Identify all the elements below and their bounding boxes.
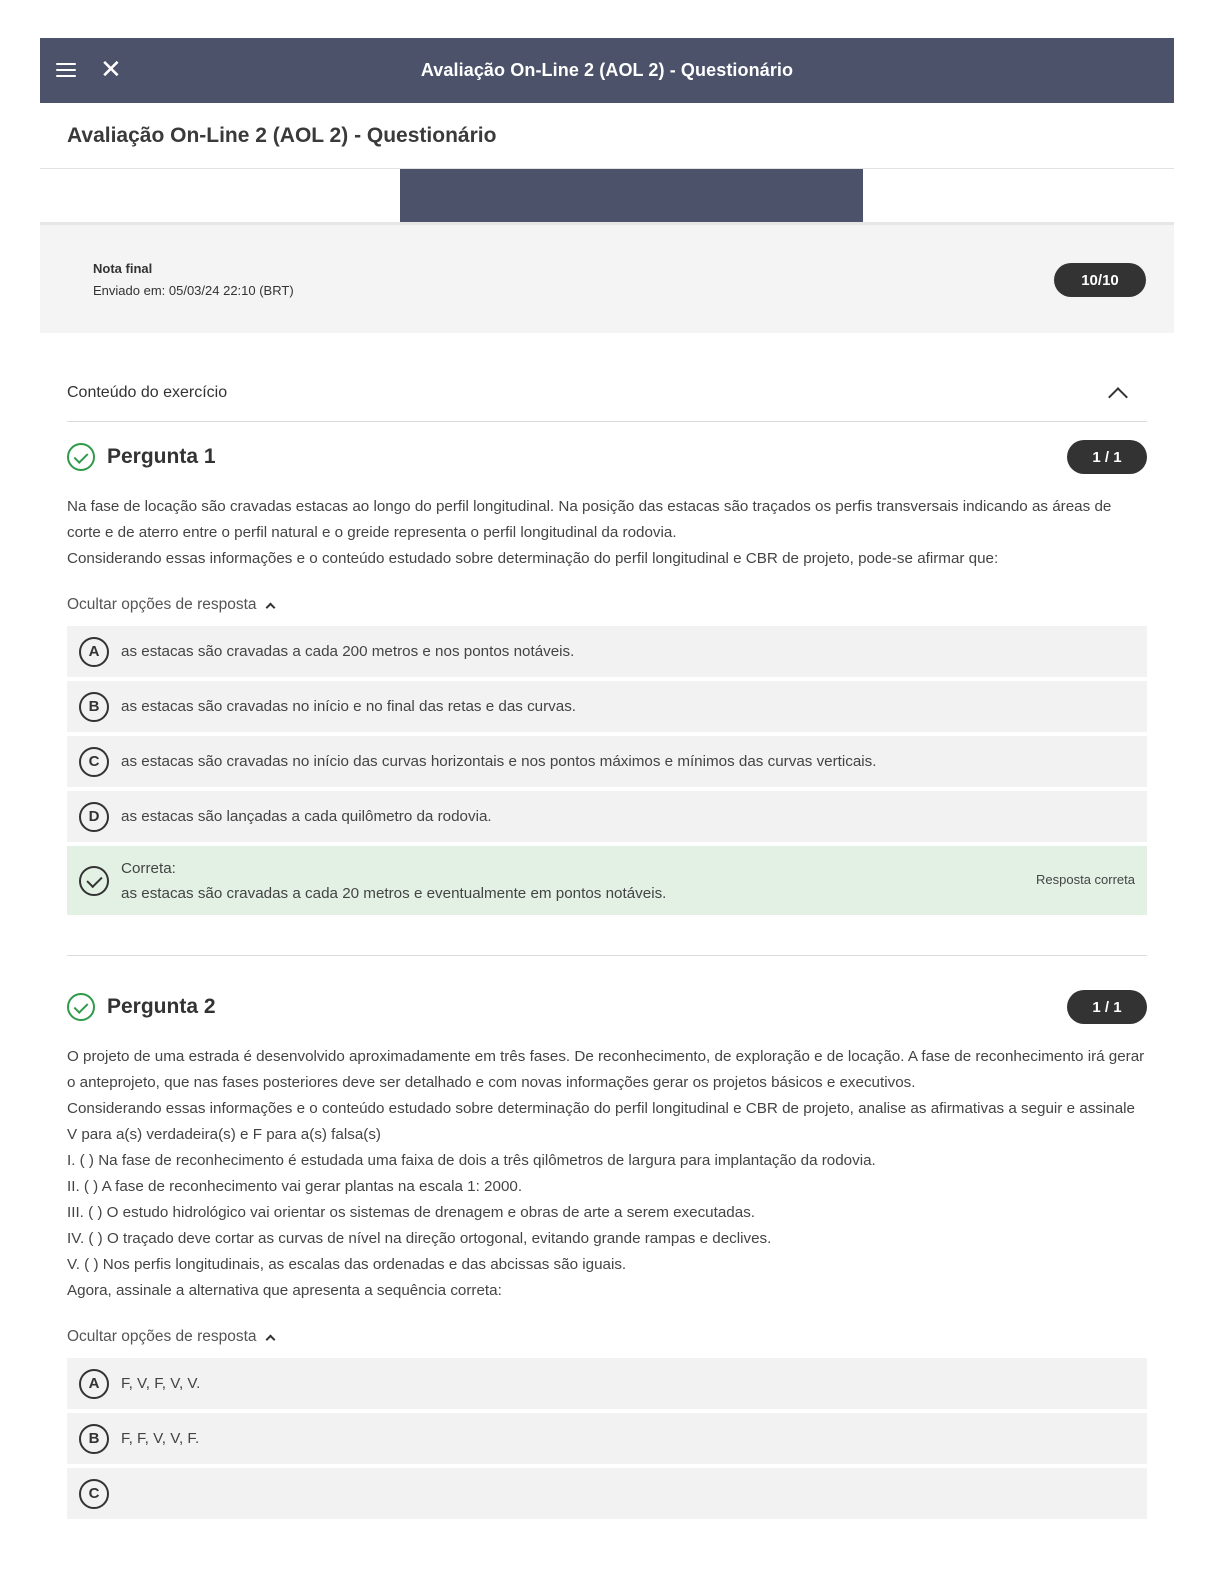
answer-option[interactable] (67, 1468, 1147, 1519)
answer-option[interactable] (67, 1358, 1147, 1409)
option-text: as estacas são cravadas no início e no final das retas e das curvas. (121, 698, 577, 715)
question-text-line: V. ( ) Nos perfis longitudinais, as escalas das ordenadas e das abcissas são iguais. (67, 1256, 627, 1273)
question-header (67, 440, 1147, 474)
answer-options (67, 1358, 1147, 1519)
correct-label: Correta: (121, 859, 176, 877)
answer-option[interactable] (67, 626, 1147, 677)
question-text-line: Agora, assinale a alternativa que apresenta a sequência correta: (67, 1282, 502, 1299)
question-text (67, 1044, 1147, 1304)
top-bar (40, 38, 1174, 103)
question-title-text: Pergunta 1 (107, 445, 216, 468)
chevron-up-icon[interactable] (1108, 387, 1128, 407)
question-text-line: IV. ( ) O traçado deve cortar as curvas de nível na direção ortogonal, evitando grande rampas e declives. (67, 1230, 772, 1247)
correct-answer-body (121, 856, 666, 906)
header-title: Avaliação On-Line 2 (AOL 2) - Questionário (420, 60, 794, 80)
option-text: F, F, V, V, F. (121, 1430, 200, 1447)
option-text: as estacas são cravadas no início das curvas horizontais e nos pontos máximos e mínimos das curvas verticais. (121, 753, 877, 770)
grade-label: Nota final (93, 261, 153, 276)
close-icon[interactable]: ✕ (100, 55, 122, 85)
question-text-line: Considerando essas informações e o conteúdo estudado sobre determinação do perfil longitudinal e CBR de projeto, analise as afirmativas a seguir e assinale V para a(s) verdadeira(s) e F para a(s) falsa(s) (67, 1100, 1135, 1143)
answer-option[interactable] (67, 791, 1147, 842)
hide-options-toggle[interactable] (67, 1328, 1147, 1346)
option-letter: A (79, 1369, 109, 1399)
question-2 (67, 956, 1147, 1519)
check-circle-icon (79, 866, 109, 896)
question-text-line: O projeto de uma estrada é desenvolvido aproximadamente em três fases. De reconhecimento, de exploração e de locação. A fase de reconhecimento irá gerar o anteprojeto, que nas fases posteriores deve ser detalhado e com novas informações gerar os projetos básicos e executivos. (67, 1048, 1145, 1091)
option-text: as estacas são lançadas a cada quilômetro da rodovia. (121, 808, 492, 825)
exercise-content (40, 375, 1174, 1519)
question-text-line: Na fase de locação são cravadas estacas ao longo do perfil longitudinal. Na posição das estacas são traçados os perfis transversais indicando as áreas de corte e de aterro entre o perfil natural e o greide representa o perfil longitudinal da rodovia. (67, 498, 1112, 541)
question-header (67, 990, 1147, 1024)
caret-up-icon (265, 602, 275, 612)
option-text: as estacas são cravadas a cada 200 metros e nos pontos notáveis. (121, 643, 575, 660)
answer-option[interactable] (67, 681, 1147, 732)
question-score-badge: 1 / 1 (1067, 440, 1147, 474)
question-title-text: Pergunta 2 (107, 995, 216, 1018)
grade-score-badge: 10/10 (1054, 263, 1146, 297)
app-window (40, 38, 1174, 1528)
final-grade-panel (40, 225, 1174, 333)
check-circle-icon (67, 993, 95, 1021)
option-letter: C (79, 1479, 109, 1509)
option-letter: C (79, 747, 109, 777)
correct-answer-text: as estacas são cravadas a cada 20 metros e eventualmente em pontos notáveis. (121, 884, 667, 902)
question-text (67, 494, 1147, 572)
section-header[interactable] (67, 375, 1147, 422)
grade-sent-date: Enviado em: 05/03/24 22:10 (BRT) (93, 283, 294, 298)
toggle-label: Ocultar opções de resposta (67, 1328, 257, 1345)
option-text: F, V, F, V, V. (121, 1375, 201, 1392)
question-1 (67, 422, 1147, 956)
option-letter: B (79, 1424, 109, 1454)
question-text-line: Considerando essas informações e o conteúdo estudado sobre determinação do perfil longitudinal e CBR de projeto, pode-se afirmar que: (67, 550, 999, 567)
banner-block (400, 169, 863, 222)
option-letter: D (79, 802, 109, 832)
hide-options-toggle[interactable] (67, 596, 1147, 614)
page-title: Avaliação On-Line 2 (AOL 2) - Questionário (40, 103, 1174, 169)
question-text-line: II. ( ) A fase de reconhecimento vai gerar plantas na escala 1: 2000. (67, 1178, 523, 1195)
question-text-line: I. ( ) Na fase de reconhecimento é estudada uma faixa de dois a três qilômetros de largura para implantação da rodovia. (67, 1152, 876, 1169)
correct-answer-tag: Resposta correta (1036, 872, 1135, 887)
option-letter: B (79, 692, 109, 722)
option-letter: A (79, 637, 109, 667)
toggle-label: Ocultar opções de resposta (67, 596, 257, 613)
correct-answer-option[interactable] (67, 846, 1147, 915)
question-text-line: III. ( ) O estudo hidrológico vai orientar os sistemas de drenagem e obras de arte a serem executadas. (67, 1204, 756, 1221)
hamburger-menu-icon[interactable] (56, 59, 76, 81)
banner-row (40, 169, 1174, 225)
check-circle-icon (67, 443, 95, 471)
caret-up-icon (265, 1334, 275, 1344)
question-score-badge: 1 / 1 (1067, 990, 1147, 1024)
answer-option[interactable] (67, 736, 1147, 787)
question-title (67, 993, 216, 1021)
answer-options (67, 626, 1147, 915)
question-title (67, 443, 216, 471)
section-label: Conteúdo do exercício (67, 384, 228, 401)
answer-option[interactable] (67, 1413, 1147, 1464)
